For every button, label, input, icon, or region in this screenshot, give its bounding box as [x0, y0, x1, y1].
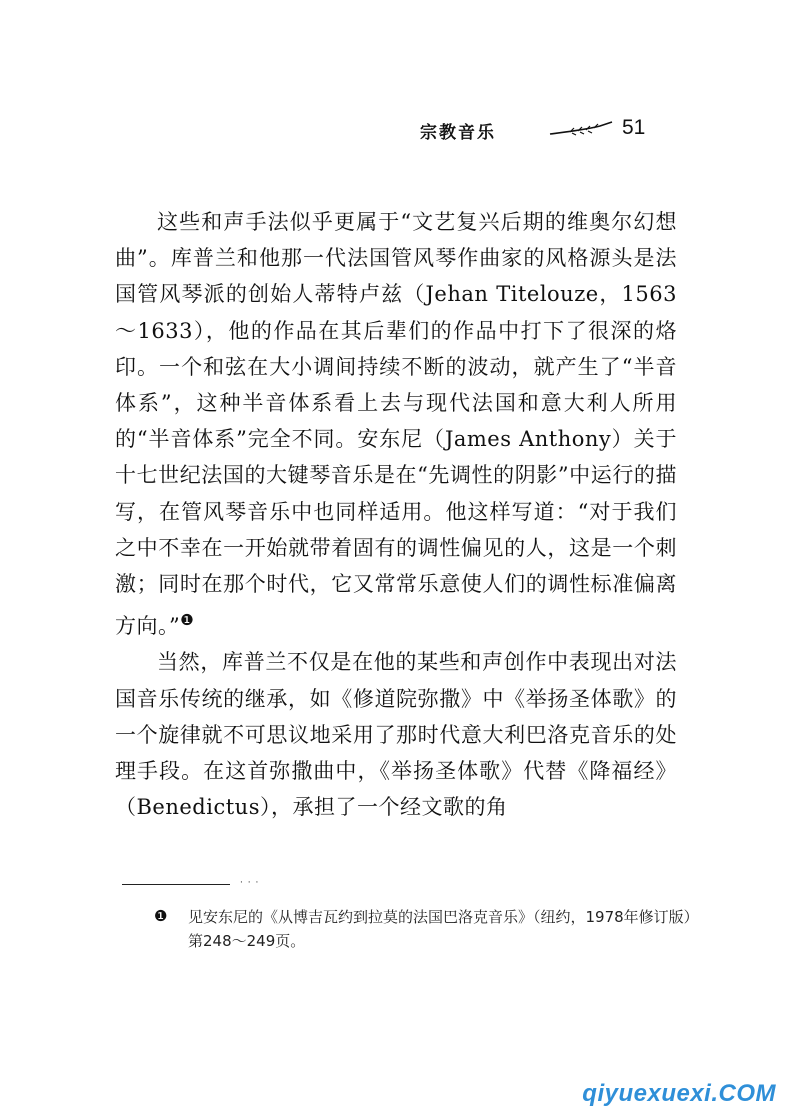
footnote-text: 见安东尼的《从博吉瓦约到拉莫的法国巴洛克音乐》（纽约，1978年修订版）第248～249页。 [188, 908, 699, 950]
footnote-marker: ❶ [154, 907, 168, 925]
body-paragraph [115, 644, 677, 825]
paragraph-text: 当然，库普兰不仅是在他的某些和声创作中表现出对法国音乐传统的继承，如《修道院弥撒》中《举扬圣体歌》的一个旋律就不可思议地采用了那时代意大利巴洛克音乐的处理手段。在这首弥撒曲中，《举扬圣体歌》代替《降福经》（Benedictus），承担了一个经文歌的角 [115, 650, 677, 820]
footnote-divider [122, 884, 230, 885]
footnote-divider-dots: · · · [240, 878, 260, 888]
footnote [154, 905, 700, 953]
running-title: 宗教音乐 [420, 123, 496, 143]
paragraph-text: 这些和声手法似乎更属于“文艺复兴后期的维奥尔幻想曲”。库普兰和他那一代法国管风琴作曲家的风格源头是法国管风琴派的创始人蒂特卢兹（Jehan Titelouze，1563～1633），他的作品在其后辈们的作品中打下了很深的烙印。一个和弦在大小调间持续不断的波动，就产生了“半音体系”，这种半音体系看上去与现代法国和意大利人所用的“半音体系”完全不同。安东尼（James Anthony）关于十七世纪法国的大键琴音乐是在“先调性的阴影”中运行的描写，在管风琴音乐中也同样适用。他这样写道：“对于我们之中不幸在一开始就带着固有的调性偏见的人，这是一个刺激；同时在那个时代，它又常常乐意使人们的调性标准偏离方向。” [115, 210, 677, 639]
body-paragraph [115, 204, 677, 644]
page-number: 51 [622, 116, 646, 139]
site-watermark: qiyuexuexi.COM [582, 1080, 776, 1107]
feather-ornament-icon [548, 120, 616, 140]
body-text [115, 204, 677, 825]
footnote-reference[interactable]: ❶ [180, 611, 195, 630]
